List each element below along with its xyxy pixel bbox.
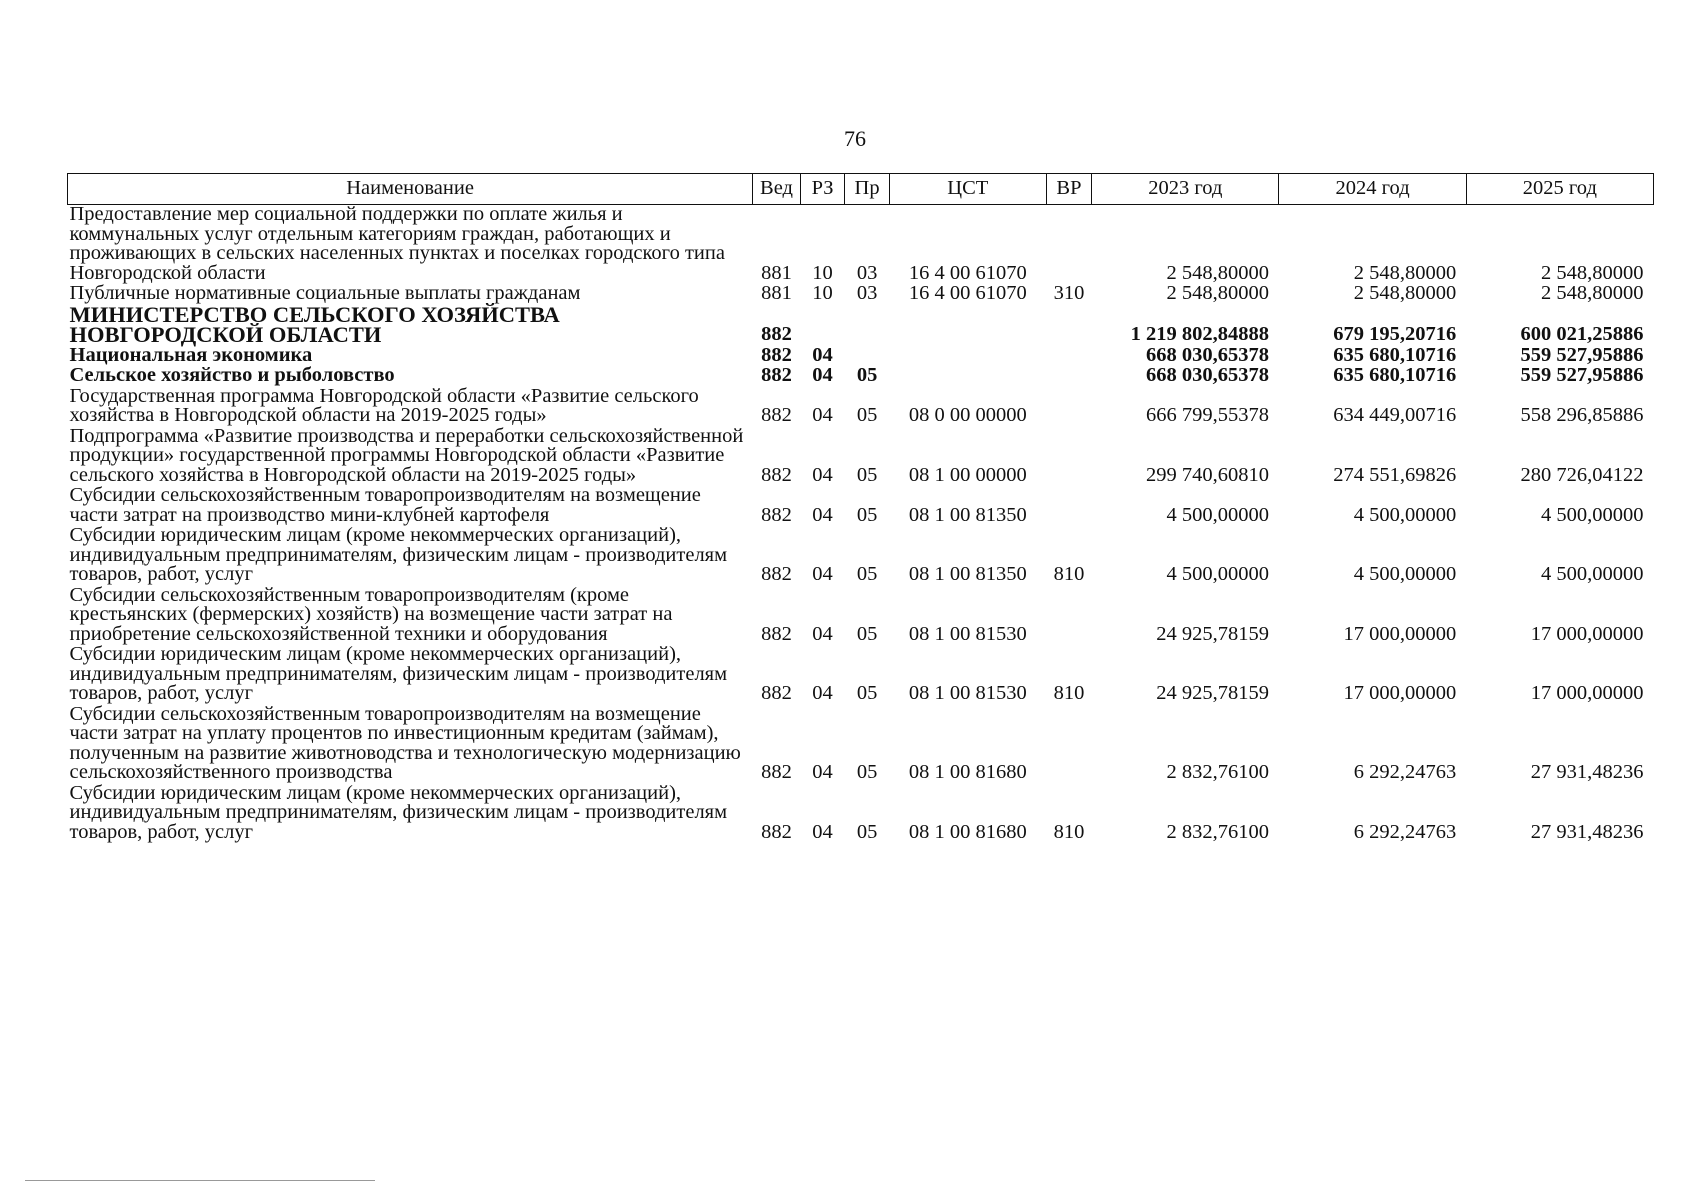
row-name: МИНИСТЕРСТВО СЕЛЬСКОГО ХОЗЯЙСТВА НОВГОРОДСКОЙ ОБЛАСТИ [69,301,560,347]
row-rz: 04 [812,761,833,783]
table-row [68,366,1654,387]
row-ved: 882 [761,761,792,783]
row-2023: 2 548,80000 [1166,282,1269,304]
row-ved: 882 [761,343,792,366]
row-ved: 881 [761,261,792,284]
table-row [68,586,1654,646]
row-cst [889,305,1046,346]
row-2025: 17 000,00000 [1530,622,1644,645]
row-ved: 882 [761,323,792,345]
row-2024: 6 292,24763 [1353,820,1457,843]
row-pr: 03 [856,282,878,304]
row-2024: 2 548,80000 [1353,282,1457,304]
row-2025: 559 527,95886 [1520,364,1644,386]
table-row [68,205,1654,285]
row-name: Субсидии сельскохозяйственным товаропроизводителям на возмещение части затрат на уплату процентов по инвестиционным кредитам (займам), полученным на развитие животноводства и технологическую модернизацию сельскохозяйственного производства [69,702,741,783]
row-cst: 08 1 00 81350 [908,563,1027,585]
row-2024: 679 195,20716 [1333,323,1457,345]
header-2023: 2023 год [1092,174,1279,205]
row-ved: 882 [761,682,792,704]
row-vr [1046,427,1092,487]
row-name: Субсидии сельскохозяйственным товаропроизводителям на возмещение части затрат на производство мини-клубней картофеля [69,484,701,526]
row-name: Публичные нормативные социальные выплаты гражданам [69,282,581,304]
budget-table [67,173,1654,843]
row-vr [1046,205,1092,285]
row-2025: 4 500,00000 [1541,563,1644,585]
row-pr: 05 [856,761,878,783]
row-2024: 635 680,10716 [1333,364,1457,386]
row-pr: 05 [856,563,878,585]
row-2023: 1 219 802,84888 [1130,323,1269,345]
row-2025: 27 931,48236 [1530,761,1644,783]
row-vr [1046,387,1092,427]
header-cst: ЦСТ [889,174,1046,205]
row-2024: 4 500,00000 [1353,503,1457,526]
table-row [68,705,1654,784]
row-2025: 2 548,80000 [1541,282,1644,304]
row-2024: 17 000,00000 [1343,682,1457,704]
row-cst: 08 1 00 81680 [908,820,1027,843]
header-ved: Вед [753,174,801,205]
row-cst [889,366,1046,387]
row-ved: 882 [761,820,792,843]
table-row [68,305,1654,346]
table-row [68,645,1654,705]
row-ved: 882 [761,404,792,426]
row-2023: 24 925,78159 [1156,682,1269,704]
row-2024: 4 500,00000 [1353,563,1457,585]
row-2025: 4 500,00000 [1541,503,1644,526]
header-name: Наименование [68,174,753,205]
row-cst: 08 0 00 00000 [908,404,1027,426]
row-rz: 04 [812,563,833,585]
row-cst: 16 4 00 61070 [908,261,1027,284]
row-name: Подпрограмма «Развитие производства и переработки сельскохозяйственной продукции» государственной программы Новгородской области «Развитие сельского хозяйства в Новгородской области на 2019-2025 годы» [69,424,744,486]
row-rz: 04 [812,364,833,386]
row-2024: 634 449,00716 [1333,404,1457,426]
row-2023: 2 832,76100 [1166,761,1269,783]
table-header-row [68,174,1654,205]
row-2023: 24 925,78159 [1156,622,1269,645]
row-2025: 27 931,48236 [1530,820,1644,843]
table-row [68,427,1654,487]
row-pr: 05 [856,622,878,645]
row-2023: 666 799,55378 [1145,404,1269,426]
header-2025: 2025 год [1466,174,1653,205]
row-name: Предоставление мер социальной поддержки по оплате жилья и коммунальных услуг отдельным категориям граждан, работающих и проживающих в сельских населенных пунктах и поселках городского типа Новгородской области [69,203,725,284]
row-rz: 04 [812,622,833,645]
table-row [68,526,1654,586]
row-rz: 04 [812,503,833,526]
row-name: Субсидии юридическим лицам (кроме некоммерческих организаций), индивидуальным предпринимателям, физическим лицам - производителям товаров, работ, услуг [69,643,728,704]
row-2024: 274 551,69826 [1333,463,1457,486]
row-2025: 558 296,85886 [1520,404,1644,426]
row-2025: 2 548,80000 [1541,261,1644,284]
row-pr [845,305,890,346]
row-vr: 810 [1053,682,1085,704]
row-vr [1046,705,1092,784]
row-pr: 05 [856,463,878,486]
row-pr: 03 [856,261,878,284]
row-name: Национальная экономика [69,343,313,366]
row-pr: 05 [856,404,878,426]
row-2025: 17 000,00000 [1530,682,1644,704]
row-2025: 280 726,04122 [1520,463,1644,486]
row-vr: 310 [1053,282,1085,304]
row-rz: 10 [812,282,833,304]
row-ved: 882 [761,503,792,526]
row-2025: 600 021,25886 [1520,323,1644,345]
row-ved: 882 [761,622,792,645]
row-2025: 559 527,95886 [1520,343,1644,366]
row-cst [889,346,1046,367]
row-cst: 08 1 00 81530 [908,682,1027,704]
row-ved: 882 [761,463,792,486]
table-row [68,346,1654,367]
row-2023: 4 500,00000 [1166,563,1269,585]
page-number: 76 [844,126,866,151]
row-pr: 05 [856,503,878,526]
row-pr: 05 [856,820,878,843]
header-vr: ВР [1046,174,1092,205]
row-name: Субсидии сельскохозяйственным товаропроизводителям (кроме крестьянских (фермерских) хозяйств) на возмещение части затрат на приобретение сельскохозяйственной техники и оборудования [69,583,673,645]
row-vr [1046,305,1092,346]
row-rz: 04 [812,682,833,704]
row-rz: 04 [812,404,833,426]
row-rz: 04 [812,463,833,486]
row-cst: 08 1 00 81680 [908,761,1027,783]
row-name: Государственная программа Новгородской области «Развитие сельского хозяйства в Новгородской области на 2019-2025 годы» [69,384,699,426]
row-vr [1046,366,1092,387]
row-rz [800,305,845,346]
row-2024: 6 292,24763 [1353,761,1457,783]
row-pr: 05 [856,682,878,704]
footer-rule [25,1180,375,1181]
table-row [68,387,1654,427]
row-vr [1046,486,1092,526]
row-2023: 4 500,00000 [1166,503,1269,526]
row-name: Субсидии юридическим лицам (кроме некоммерческих организаций), индивидуальным предпринимателям, физическим лицам - производителям товаров, работ, услуг [69,781,728,843]
table-row [68,784,1654,844]
row-rz: 04 [812,343,833,366]
row-vr [1046,586,1092,646]
row-rz: 04 [812,820,833,843]
row-cst: 08 1 00 81350 [908,503,1027,526]
table-row [68,486,1654,526]
row-rz: 10 [812,261,833,284]
row-cst: 16 4 00 61070 [908,282,1027,304]
header-pr: Пр [845,174,890,205]
row-name: Субсидии юридическим лицам (кроме некоммерческих организаций), индивидуальным предпринимателям, физическим лицам - производителям товаров, работ, услуг [69,524,728,585]
row-vr: 810 [1053,563,1085,585]
row-ved: 881 [761,282,792,304]
row-cst: 08 1 00 00000 [908,463,1027,486]
row-2024: 2 548,80000 [1353,261,1457,284]
row-pr: 05 [856,364,878,386]
row-ved: 882 [761,563,792,585]
row-2023: 2 832,76100 [1166,820,1269,843]
row-2024: 17 000,00000 [1343,622,1457,645]
row-name: Сельское хозяйство и рыболовство [69,364,395,386]
row-pr [845,346,890,367]
row-2024: 635 680,10716 [1333,343,1457,366]
header-rz: РЗ [800,174,845,205]
row-2023: 668 030,65378 [1145,364,1269,386]
budget-table-container [67,173,1654,843]
row-ved: 882 [761,364,792,386]
row-2023: 2 548,80000 [1166,261,1269,284]
row-2023: 668 030,65378 [1145,343,1269,366]
row-vr [1046,346,1092,367]
header-2024: 2024 год [1279,174,1466,205]
row-cst: 08 1 00 81530 [908,622,1027,645]
row-vr: 810 [1053,820,1085,843]
row-2023: 299 740,60810 [1145,463,1269,486]
